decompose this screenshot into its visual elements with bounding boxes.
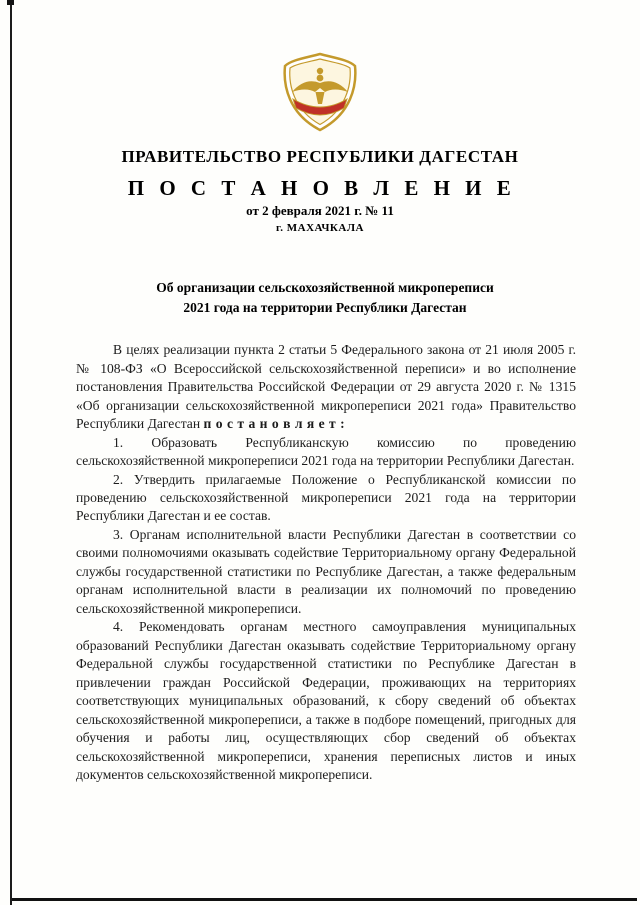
subject-line-1: Об организации сельскохозяйственной микропереписи (156, 280, 494, 295)
scan-edge-left (10, 0, 12, 905)
scan-mark-top (7, 0, 14, 5)
item-2-paragraph: 2. Утвердить прилагаемые Положение о Республиканской комиссии по проведению сельскохозяйственной микропереписи 2021 года на территории Республики Дагестан и ее состав. (76, 471, 576, 524)
government-title: ПРАВИТЕЛЬСТВО РЕСПУБЛИКИ ДАГЕСТАН (121, 147, 519, 166)
scan-edge-bottom (12, 898, 637, 901)
item-3-paragraph: 3. Органам исполнительной власти Республики Дагестан в соответствии со своими полномочиями оказывать содействие Территориальному органу Федеральной службы государственной статистики по Республике Дагестан, а также федеральным органам исполнительной власти в реализации их полномочий по проведению сельскохозяйственной микропереписи. (76, 526, 576, 616)
decree-word: п о с т а н о в л я е т : (203, 416, 346, 432)
decree-city: г. МАХАЧКАЛА (276, 222, 364, 234)
decree-title: П О С Т А Н О В Л Е Н И Е (127, 176, 513, 200)
subject-line-2: 2021 года на территории Республики Дагестан (183, 299, 467, 315)
dagestan-emblem-icon (277, 52, 363, 132)
decree-subject (90, 278, 560, 317)
document-body (76, 341, 576, 785)
item-1-paragraph: 1. Образовать Республиканскую комиссию по проведению сельскохозяйственной микропереписи 2021 года на территории Республики Дагестан. (76, 434, 576, 469)
decree-date-number: от 2 февраля 2021 г. № 11 (246, 203, 394, 218)
coat-of-arms-icon (277, 52, 363, 137)
preamble-paragraph (76, 341, 576, 433)
preamble-text: В целях реализации пункта 2 статьи 5 Федерального закона от 21 июля 2005 г. № 108-ФЗ «О Всероссийской сельскохозяйственной переписи» и во исполнение постановления Правительства Российской Федерации от 29 августа 2020 г. № 1315 «Об организации сельскохозяйственной микропереписи 2021 года» Правительство Республики Дагестан (76, 342, 576, 432)
item-4-paragraph: 4. Рекомендовать органам местного самоуправления муниципальных образований Республики Дагестан оказывать содействие Территориальному органу Федеральной службы государственной статистики по Республике Дагестан в привлечении граждан Российской Федерации, проживающих на территориях соответствующих муниципальных образований, к сбору сведений об объектах сельскохозяйственной микропереписи, а также в подборе помещений, пригодных для обучения и работы лиц, осуществляющих сбор сведений об объектах сельскохозяйственной микропереписи, хранения переписных листов и иных документов сельскохозяйственной микропереписи. (76, 619, 576, 783)
